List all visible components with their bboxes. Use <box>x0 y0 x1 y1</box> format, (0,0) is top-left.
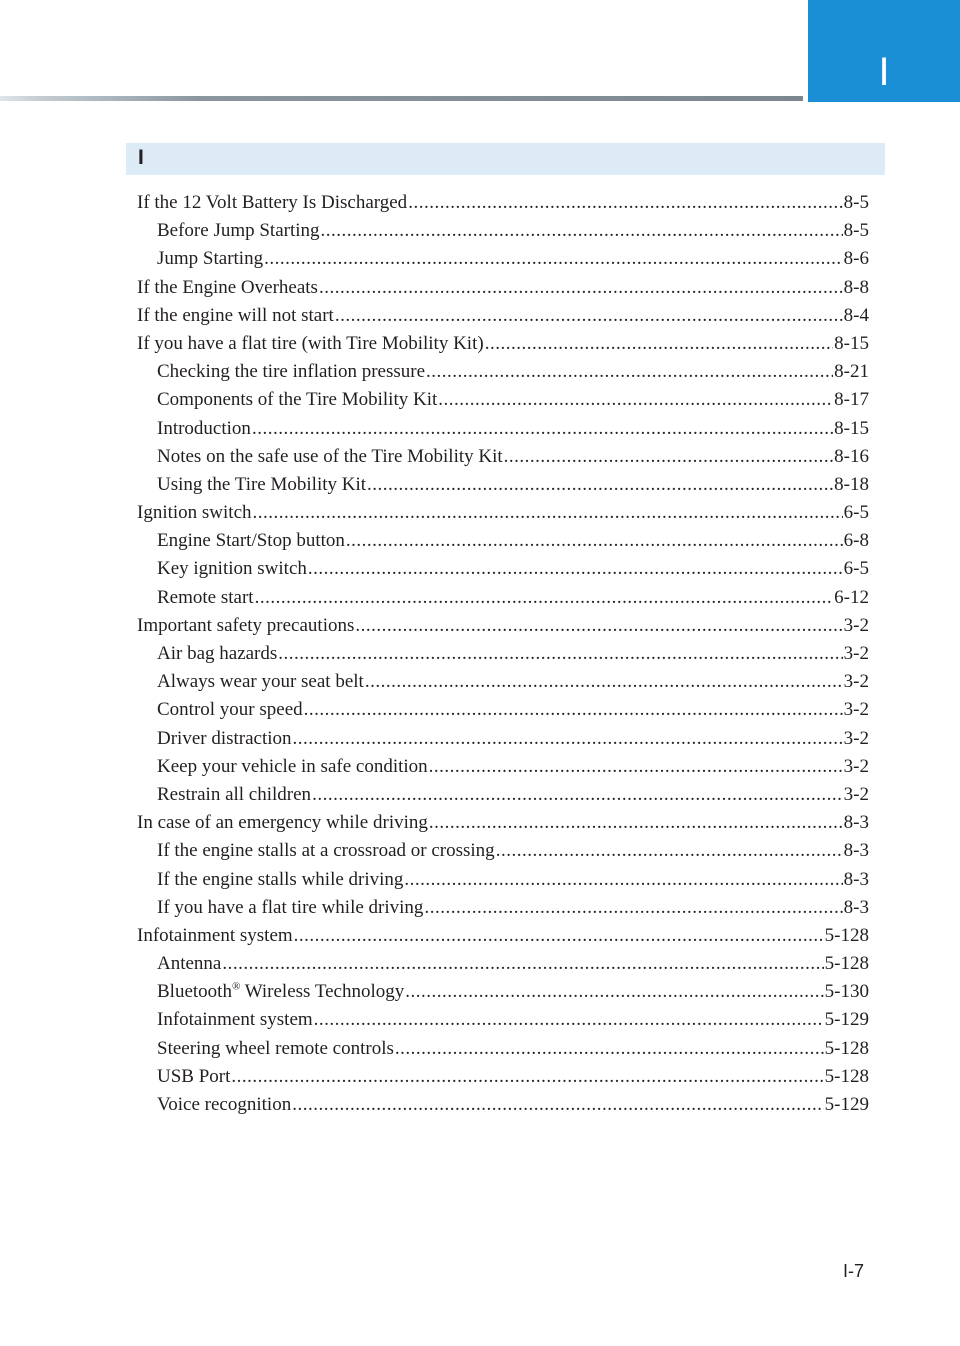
index-subentry <box>137 1091 869 1119</box>
dot-leader <box>395 1035 824 1063</box>
index-subentry <box>137 725 869 753</box>
index-entry <box>137 302 869 330</box>
entry-page: 8-4 <box>843 304 869 326</box>
entry-label: Important safety precautions <box>137 614 355 636</box>
entry-label: Steering wheel remote controls <box>157 1037 394 1059</box>
index-subentry <box>137 640 869 668</box>
dot-leader <box>346 527 843 555</box>
entry-label: Infotainment system <box>137 924 293 946</box>
dot-leader <box>429 809 843 837</box>
index-subentry <box>137 978 869 1006</box>
entry-page: 5-128 <box>824 953 869 975</box>
entry-label: Checking the tire inflation pressure <box>157 361 426 383</box>
entry-page: 8-8 <box>843 276 869 298</box>
index-subentry <box>137 386 869 414</box>
dot-leader <box>222 950 823 978</box>
entry-page: 8-17 <box>834 389 869 411</box>
index-entry <box>137 922 869 950</box>
index-subentry <box>137 527 869 555</box>
index-list <box>137 189 869 1119</box>
index-entry <box>137 809 869 837</box>
entry-page: 5-129 <box>824 1094 869 1115</box>
index-subentry <box>137 245 869 273</box>
dot-leader <box>321 217 843 245</box>
dot-leader <box>496 837 843 865</box>
entry-page: 6-5 <box>843 502 869 524</box>
entry-page: 3-2 <box>843 614 869 636</box>
entry-page: 8-3 <box>843 868 869 890</box>
dot-leader <box>308 555 843 583</box>
dot-leader <box>312 781 843 809</box>
index-subentry <box>137 950 869 978</box>
entry-page: 5-128 <box>824 1037 869 1059</box>
entry-label: Using the Tire Mobility Kit <box>157 473 367 495</box>
entry-label: Key ignition switch <box>157 558 307 580</box>
entry-label: Ignition switch <box>137 502 252 524</box>
entry-page: 5-130 <box>824 981 869 1003</box>
index-entry <box>137 274 869 302</box>
dot-leader <box>255 584 834 612</box>
entry-label: USB Port <box>157 1065 231 1087</box>
index-subentry <box>137 1063 869 1091</box>
dot-leader <box>294 922 824 950</box>
entry-page: 8-15 <box>834 417 869 439</box>
index-subentry <box>137 584 869 612</box>
entry-label: Voice recognition <box>157 1094 292 1115</box>
index-entry <box>137 330 869 358</box>
entry-label: If you have a flat tire while driving <box>157 896 424 918</box>
index-tab <box>808 0 960 102</box>
entry-page: 5-128 <box>824 924 869 946</box>
entry-page: 8-3 <box>843 840 869 862</box>
entry-label: Before Jump Starting <box>157 220 320 242</box>
entry-page: 3-2 <box>843 699 869 721</box>
entry-label: If you have a flat tire (with Tire Mobility Kit) <box>137 332 484 354</box>
dot-leader <box>438 386 833 414</box>
entry-label: Bluetooth® Wireless Technology <box>157 980 405 1003</box>
entry-label: If the engine stalls while driving <box>157 868 404 890</box>
dot-leader <box>231 1063 823 1091</box>
entry-page: 5-128 <box>824 1065 869 1087</box>
dot-leader <box>304 696 843 724</box>
dot-leader <box>426 358 833 386</box>
entry-page: 6-5 <box>843 558 869 580</box>
entry-label: If the engine will not start <box>137 304 334 326</box>
dot-leader <box>429 753 843 781</box>
dot-leader <box>485 330 833 358</box>
index-subentry <box>137 415 869 443</box>
dot-leader <box>405 978 823 1006</box>
entry-label: If the engine stalls at a crossroad or crossing <box>157 840 495 862</box>
entry-page: 3-2 <box>843 671 869 693</box>
index-entry <box>137 612 869 640</box>
entry-label: Remote start <box>157 586 254 608</box>
index-subentry <box>137 1006 869 1034</box>
dot-leader <box>292 1091 823 1119</box>
entry-label: Notes on the safe use of the Tire Mobility Kit <box>157 445 503 467</box>
header-rule <box>0 96 803 101</box>
index-subentry <box>137 217 869 245</box>
dot-leader <box>264 245 843 273</box>
page-number: I-7 <box>843 1261 865 1281</box>
dot-leader <box>253 499 843 527</box>
entry-label: Air bag hazards <box>157 643 278 664</box>
entry-label: Driver distraction <box>157 727 292 749</box>
dot-leader <box>365 668 843 696</box>
index-subentry <box>137 837 869 865</box>
index-subentry <box>137 866 869 894</box>
entry-label: Antenna <box>157 953 222 975</box>
dot-leader <box>404 866 842 894</box>
entry-label: Infotainment system <box>157 1009 313 1031</box>
entry-page: 8-16 <box>834 445 869 467</box>
entry-label: In case of an emergency while driving <box>137 812 428 834</box>
entry-page: 3-2 <box>843 727 869 749</box>
entry-page: 8-15 <box>834 332 869 354</box>
dot-leader <box>504 443 834 471</box>
index-subentry <box>137 696 869 724</box>
entry-label: Engine Start/Stop button <box>157 530 345 552</box>
section-letter: I <box>138 146 144 169</box>
entry-page: 6-12 <box>834 586 869 608</box>
index-subentry <box>137 358 869 386</box>
dot-leader <box>408 189 842 217</box>
dot-leader <box>355 612 842 640</box>
dot-leader <box>314 1006 824 1034</box>
entry-page: 8-18 <box>834 473 869 495</box>
index-subentry <box>137 781 869 809</box>
index-subentry <box>137 894 869 922</box>
entry-label: If the Engine Overheats <box>137 276 318 298</box>
index-subentry <box>137 443 869 471</box>
index-subentry <box>137 753 869 781</box>
entry-page: 8-5 <box>843 192 869 213</box>
entry-page: 8-21 <box>834 361 869 383</box>
entry-label: If the 12 Volt Battery Is Discharged <box>137 192 408 213</box>
dot-leader <box>335 302 843 330</box>
dot-leader <box>278 640 842 668</box>
index-tab-letter: I <box>878 50 890 94</box>
entry-label: Always wear your seat belt <box>157 671 364 693</box>
section-header <box>126 143 885 175</box>
entry-label: Introduction <box>157 417 251 439</box>
entry-label: Control your speed <box>157 699 303 721</box>
entry-page: 8-6 <box>843 248 869 270</box>
dot-leader <box>252 415 833 443</box>
entry-page: 3-2 <box>843 643 869 664</box>
entry-page: 5-129 <box>824 1009 869 1031</box>
index-subentry <box>137 471 869 499</box>
entry-page: 3-2 <box>843 755 869 777</box>
entry-page: 6-8 <box>843 530 869 552</box>
entry-page: 8-3 <box>843 896 869 918</box>
index-entry <box>137 499 869 527</box>
entry-page: 8-5 <box>843 220 869 242</box>
dot-leader <box>424 894 842 922</box>
entry-page: 8-3 <box>843 812 869 834</box>
dot-leader <box>293 725 843 753</box>
entry-label: Keep your vehicle in safe condition <box>157 755 428 777</box>
index-subentry <box>137 1035 869 1063</box>
index-entry <box>137 189 869 217</box>
index-subentry <box>137 668 869 696</box>
index-subentry <box>137 555 869 583</box>
dot-leader <box>319 274 843 302</box>
entry-label: Restrain all children <box>157 783 312 805</box>
entry-label: Components of the Tire Mobility Kit <box>157 389 438 411</box>
dot-leader <box>367 471 833 499</box>
entry-page: 3-2 <box>843 783 869 805</box>
entry-label: Jump Starting <box>157 248 264 270</box>
